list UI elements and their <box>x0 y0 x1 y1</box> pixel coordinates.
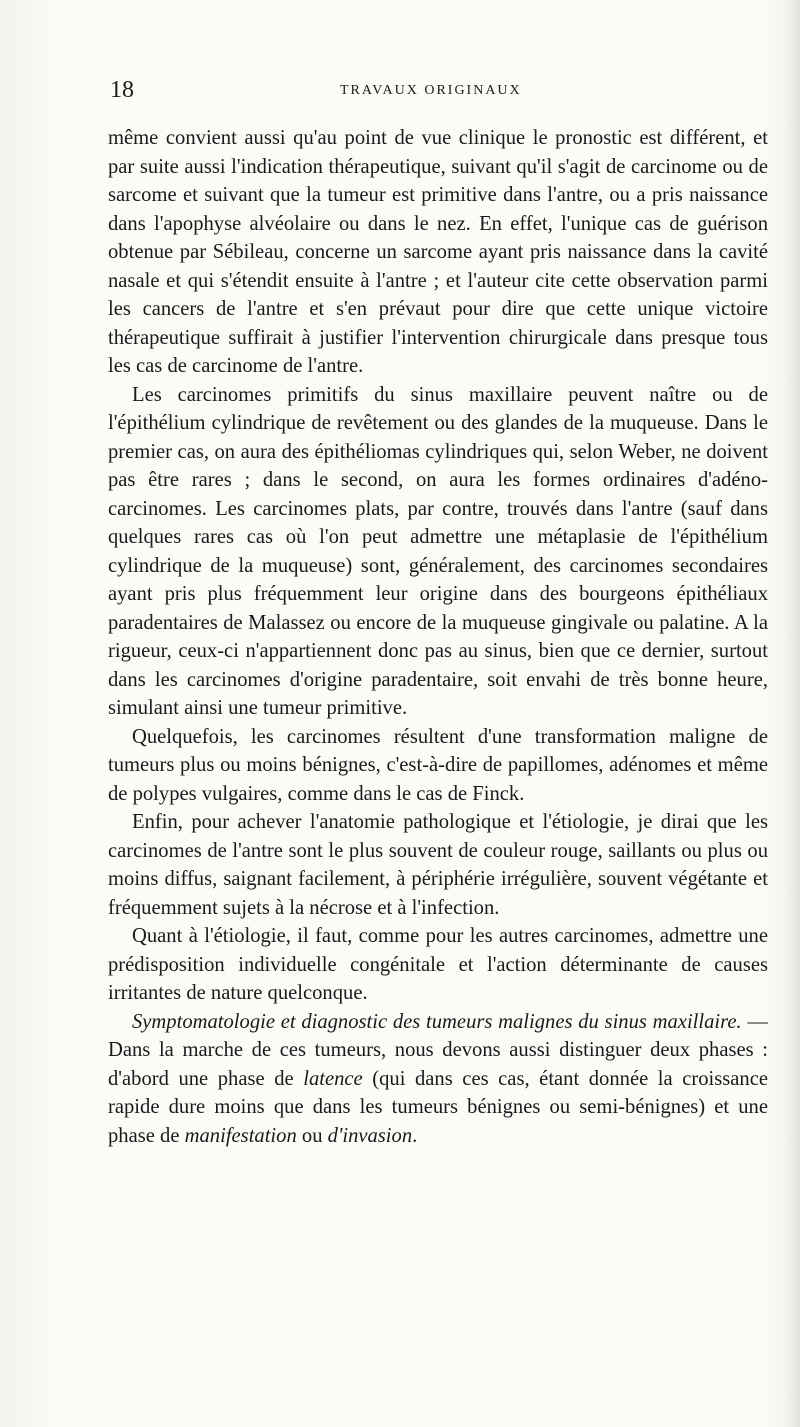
body-text <box>108 124 768 1150</box>
italic-term-manifestation: manifestation <box>184 1124 297 1147</box>
section-heading-italic: Symptomatologie et diagnostic des tumeurs malignes du sinus maxillaire. <box>132 1010 742 1033</box>
text-segment: ou <box>296 1124 328 1147</box>
text-segment: (qui dans ces cas, étant donnée la croissance rapide dure moins que dans les tumeurs bénignes ou semi-bénignes) et une phase de <box>108 1067 768 1147</box>
paragraph-malignant-transformation: Quelquefois, les carcinomes résultent d'une transformation maligne de tumeurs plus ou moins bénignes, c'est-à-dire de papillomes, adénomes et même de polypes vulgaires, comme dans le cas de Finck. <box>108 725 768 805</box>
italic-term-latence: latence <box>303 1067 363 1090</box>
paragraph-primary-carcinomas: Les carcinomes primitifs du sinus maxillaire peuvent naître ou de l'épithélium cylindrique de revêtement ou des glandes de la muqueuse. Dans le premier cas, on aura des épithéliomas cylindriques qui, selon Weber, ne doivent pas être rares ; dans le second, on aura les formes ordinaires d'adéno-carcinomes. Les carcinomes plats, par contre, trouvés dans l'antre (sauf dans quelques rares cas où l'on peut admettre une métaplasie de l'épithélium cylindrique de la muqueuse) sont, généralement, des carcinomes secondaires ayant pris plus fréquemment leur origine dans des bourgeons épithéliaux paradentaires de Malassez ou encore de la muqueuse gingivale ou palatine. A la rigueur, ceux-ci n'appartiennent donc pas au sinus, bien que ce dernier, surtout dans les carcinomes d'origine paradentaire, soit envahi de très bonne heure, simulant ainsi une tumeur primitive. <box>108 383 768 719</box>
italic-term-invasion: d'invasion <box>327 1124 413 1147</box>
page-edge-shadow <box>786 0 800 1427</box>
paragraph-etiology: Quant à l'étiologie, il faut, comme pour les autres carcinomes, admettre une prédisposition individuelle congénitale et l'action déterminante de causes irritantes de nature quelconque. <box>108 925 768 1004</box>
running-title: TRAVAUX ORIGINAUX <box>340 83 522 98</box>
text-segment: — Dans la marche de ces tumeurs, nous devons aussi distinguer deux phases : d'abord une phase de <box>108 1010 768 1090</box>
text-segment: . <box>412 1124 418 1147</box>
page-number: 18 <box>110 77 134 103</box>
paragraph-symptomatology <box>108 1008 768 1151</box>
paragraph-pathological-anatomy: Enfin, pour achever l'anatomie pathologique et l'étiologie, je dirai que les carcinomes de l'antre sont le plus souvent de couleur rouge, saillants ou plus ou moins diffus, saignant facilement, à périphérie irrégulière, souvent végétante et fréquemment sujets à la nécrose et à l'infection. <box>108 811 768 919</box>
paragraph-continuation: même convient aussi qu'au point de vue clinique le pronostic est différent, et par suite aussi l'indication thérapeutique, suivant qu'il s'agit de carcinome ou de sarcome et suivant que la tumeur est primitive dans l'antre, ou a pris naissance dans l'apophyse alvéolaire ou dans le nez. En effet, l'unique cas de guérison obtenue par Sébileau, concerne un sarcome ayant pris naissance dans la cavité nasale et qui s'étendit ensuite à l'antre ; et l'auteur cite cette observation parmi les cancers de l'antre et s'en prévaut pour dire que cette unique victoire thérapeutique suffirait à justifier l'intervention chirurgicale dans presque tous les cas de carcinome de l'antre. <box>108 127 768 377</box>
